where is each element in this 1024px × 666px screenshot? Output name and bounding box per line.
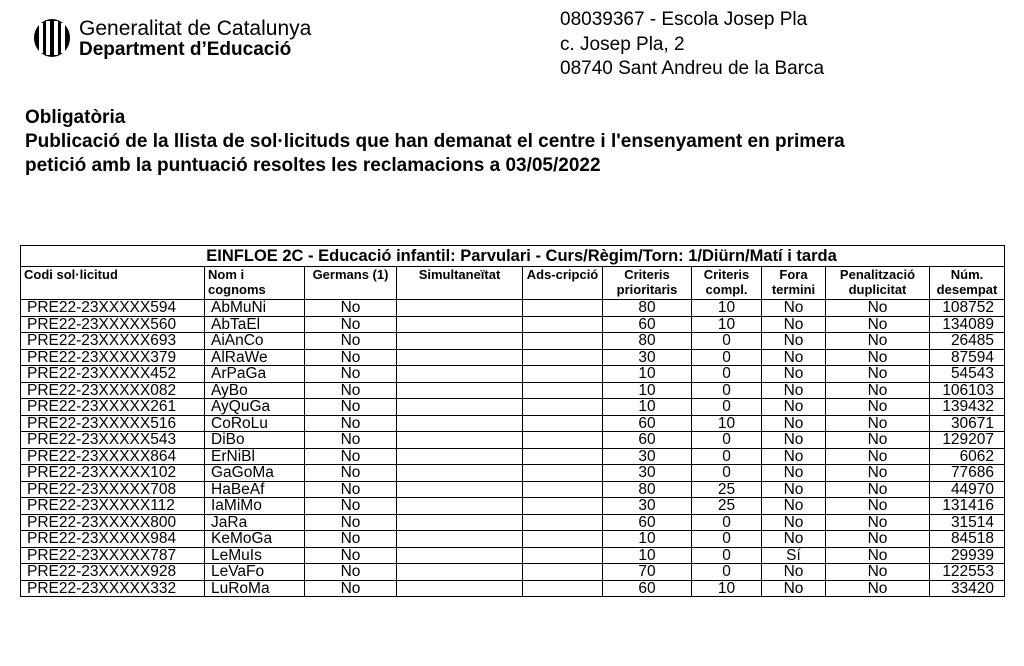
cell-codi: PRE22-23XXXXX864 — [21, 448, 205, 465]
table-row — [21, 300, 1005, 317]
table-row — [21, 580, 1005, 597]
cell-penal: No — [826, 580, 930, 597]
cell-num: 6062 — [930, 448, 1005, 465]
cell-fora: No — [762, 399, 826, 416]
cell-penal: No — [826, 432, 930, 449]
cell-simult — [397, 564, 523, 581]
cell-germans: No — [305, 531, 397, 548]
cell-fora: No — [762, 316, 826, 333]
table-row — [21, 415, 1005, 432]
cell-codi: PRE22-23XXXXX594 — [21, 300, 205, 317]
cell-fora: No — [762, 382, 826, 399]
column-header: Criteris prioritaris — [603, 267, 692, 300]
cell-fora: No — [762, 564, 826, 581]
cell-germans: No — [305, 498, 397, 515]
cell-fora: No — [762, 333, 826, 350]
column-header: Simultaneïtat — [397, 267, 523, 300]
cell-codi: PRE22-23XXXXX452 — [21, 366, 205, 383]
column-header: Penalització duplicitat — [826, 267, 930, 300]
cell-ads — [523, 564, 603, 581]
cell-simult — [397, 498, 523, 515]
cell-nom: AbTaEl — [205, 316, 305, 333]
cell-num: 77686 — [930, 465, 1005, 482]
cell-compl: 0 — [692, 465, 762, 482]
cell-germans: No — [305, 465, 397, 482]
cell-fora: No — [762, 448, 826, 465]
cell-penal: No — [826, 349, 930, 366]
cell-ads — [523, 366, 603, 383]
cell-fora: No — [762, 300, 826, 317]
generalitat-logo-icon — [33, 18, 71, 58]
cell-fora: No — [762, 349, 826, 366]
cell-num: 87594 — [930, 349, 1005, 366]
cell-prior: 30 — [603, 498, 692, 515]
cell-compl: 10 — [692, 316, 762, 333]
table-row — [21, 498, 1005, 515]
heading-line2: Publicació de la llista de sol·licituds que han demanat el centre i l'ensenyament en primera — [25, 131, 845, 152]
cell-ads — [523, 432, 603, 449]
cell-penal: No — [826, 399, 930, 416]
cell-num: 129207 — [930, 432, 1005, 449]
cell-nom: KeMoGa — [205, 531, 305, 548]
cell-ads — [523, 531, 603, 548]
table-row — [21, 547, 1005, 564]
column-header: Codi sol·licitud — [21, 267, 205, 300]
cell-simult — [397, 465, 523, 482]
cell-codi: PRE22-23XXXXX787 — [21, 547, 205, 564]
cell-prior: 60 — [603, 514, 692, 531]
cell-compl: 10 — [692, 415, 762, 432]
cell-compl: 0 — [692, 564, 762, 581]
cell-compl: 0 — [692, 531, 762, 548]
cell-ads — [523, 580, 603, 597]
table-row — [21, 448, 1005, 465]
cell-simult — [397, 580, 523, 597]
cell-num: 84518 — [930, 531, 1005, 548]
cell-num: 31514 — [930, 514, 1005, 531]
cell-compl: 0 — [692, 399, 762, 416]
cell-ads — [523, 333, 603, 350]
table-row — [21, 531, 1005, 548]
cell-num: 54543 — [930, 366, 1005, 383]
cell-codi: PRE22-23XXXXX332 — [21, 580, 205, 597]
table-caption: EINFLOE 2C - Educació infantil: Parvulari - Curs/Règim/Torn: 1/Diürn/Matí i tarda — [21, 246, 1005, 267]
cell-penal: No — [826, 333, 930, 350]
cell-penal: No — [826, 481, 930, 498]
cell-codi: PRE22-23XXXXX708 — [21, 481, 205, 498]
table-row — [21, 564, 1005, 581]
table-row — [21, 432, 1005, 449]
cell-ads — [523, 481, 603, 498]
cell-prior: 10 — [603, 399, 692, 416]
org-line2: Department d’Educació — [79, 39, 292, 60]
cell-prior: 10 — [603, 547, 692, 564]
cell-germans: No — [305, 514, 397, 531]
cell-fora: No — [762, 498, 826, 515]
heading-line3: petició amb la puntuació resoltes les reclamacions a 03/05/2022 — [25, 155, 601, 176]
school-address — [560, 8, 824, 82]
cell-germans: No — [305, 547, 397, 564]
cell-nom: ArPaGa — [205, 366, 305, 383]
cell-nom: LuRoMa — [205, 580, 305, 597]
table-row — [21, 349, 1005, 366]
cell-simult — [397, 366, 523, 383]
cell-simult — [397, 382, 523, 399]
cell-compl: 10 — [692, 580, 762, 597]
cell-prior: 80 — [603, 333, 692, 350]
cell-simult — [397, 300, 523, 317]
cell-nom: AbMuNi — [205, 300, 305, 317]
cell-penal: No — [826, 448, 930, 465]
cell-compl: 0 — [692, 514, 762, 531]
cell-codi: PRE22-23XXXXX516 — [21, 415, 205, 432]
table-row — [21, 399, 1005, 416]
cell-ads — [523, 514, 603, 531]
school-line2: c. Josep Pla, 2 — [560, 33, 685, 55]
cell-num: 33420 — [930, 580, 1005, 597]
column-header: Núm. desempat — [930, 267, 1005, 300]
cell-num: 134089 — [930, 316, 1005, 333]
cell-germans: No — [305, 333, 397, 350]
cell-compl: 10 — [692, 300, 762, 317]
cell-fora: No — [762, 481, 826, 498]
cell-fora: No — [762, 465, 826, 482]
school-line1: 08039367 - Escola Josep Pla — [560, 9, 808, 30]
cell-nom: GaGoMa — [205, 465, 305, 482]
cell-simult — [397, 514, 523, 531]
table-row — [21, 465, 1005, 482]
cell-prior: 80 — [603, 300, 692, 317]
cell-codi: PRE22-23XXXXX261 — [21, 399, 205, 416]
cell-ads — [523, 448, 603, 465]
cell-nom: IaMiMo — [205, 498, 305, 515]
cell-penal: No — [826, 465, 930, 482]
cell-ads — [523, 399, 603, 416]
cell-germans: No — [305, 564, 397, 581]
cell-ads — [523, 382, 603, 399]
cell-ads — [523, 547, 603, 564]
org-name — [79, 18, 311, 60]
cell-nom: AiAnCo — [205, 333, 305, 350]
cell-germans: No — [305, 415, 397, 432]
cell-num: 30671 — [930, 415, 1005, 432]
cell-codi: PRE22-23XXXXX102 — [21, 465, 205, 482]
cell-compl: 0 — [692, 432, 762, 449]
cell-num: 108752 — [930, 300, 1005, 317]
cell-prior: 60 — [603, 316, 692, 333]
cell-penal: No — [826, 531, 930, 548]
cell-fora: No — [762, 366, 826, 383]
cell-fora: No — [762, 531, 826, 548]
cell-codi: PRE22-23XXXXX543 — [21, 432, 205, 449]
cell-germans: No — [305, 432, 397, 449]
column-header: Germans (1) — [305, 267, 397, 300]
cell-compl: 0 — [692, 448, 762, 465]
cell-simult — [397, 448, 523, 465]
cell-ads — [523, 316, 603, 333]
cell-nom: HaBeAf — [205, 481, 305, 498]
column-header: Criteris compl. — [692, 267, 762, 300]
cell-codi: PRE22-23XXXXX112 — [21, 498, 205, 515]
cell-nom: LeMuIs — [205, 547, 305, 564]
cell-penal: No — [826, 547, 930, 564]
cell-penal: No — [826, 564, 930, 581]
cell-germans: No — [305, 382, 397, 399]
cell-prior: 60 — [603, 432, 692, 449]
cell-nom: LeVaFo — [205, 564, 305, 581]
cell-germans: No — [305, 316, 397, 333]
cell-compl: 0 — [692, 547, 762, 564]
cell-compl: 25 — [692, 498, 762, 515]
cell-nom: AyBo — [205, 382, 305, 399]
cell-ads — [523, 415, 603, 432]
cell-nom: CoRoLu — [205, 415, 305, 432]
org-line1: Generalitat de Catalunya — [79, 17, 312, 40]
cell-germans: No — [305, 366, 397, 383]
table-row — [21, 514, 1005, 531]
cell-fora: No — [762, 415, 826, 432]
heading-line1: Obligatòria — [25, 107, 126, 128]
school-line3: 08740 Sant Andreu de la Barca — [560, 58, 825, 79]
cell-prior: 30 — [603, 349, 692, 366]
column-header: Nom i cognoms — [205, 267, 305, 300]
table-row — [21, 333, 1005, 350]
cell-compl: 0 — [692, 366, 762, 383]
cell-codi: PRE22-23XXXXX693 — [21, 333, 205, 350]
cell-germans: No — [305, 300, 397, 317]
cell-prior: 60 — [603, 415, 692, 432]
cell-ads — [523, 465, 603, 482]
cell-codi: PRE22-23XXXXX984 — [21, 531, 205, 548]
cell-fora: No — [762, 580, 826, 597]
cell-simult — [397, 547, 523, 564]
cell-simult — [397, 399, 523, 416]
cell-prior: 30 — [603, 465, 692, 482]
cell-codi: PRE22-23XXXXX379 — [21, 349, 205, 366]
cell-fora: No — [762, 432, 826, 449]
cell-penal: No — [826, 316, 930, 333]
cell-penal: No — [826, 415, 930, 432]
cell-ads — [523, 300, 603, 317]
cell-num: 131416 — [930, 498, 1005, 515]
cell-fora: Sí — [762, 547, 826, 564]
cell-nom: ErNiBl — [205, 448, 305, 465]
cell-simult — [397, 432, 523, 449]
table-row — [21, 382, 1005, 399]
cell-codi: PRE22-23XXXXX560 — [21, 316, 205, 333]
cell-num: 29939 — [930, 547, 1005, 564]
cell-codi: PRE22-23XXXXX800 — [21, 514, 205, 531]
cell-nom: AlRaWe — [205, 349, 305, 366]
cell-compl: 0 — [692, 333, 762, 350]
column-header: Ads-cripció — [523, 267, 603, 300]
cell-prior: 10 — [603, 531, 692, 548]
cell-prior: 30 — [603, 448, 692, 465]
cell-prior: 10 — [603, 366, 692, 383]
cell-simult — [397, 349, 523, 366]
cell-penal: No — [826, 366, 930, 383]
cell-penal: No — [826, 382, 930, 399]
cell-num: 122553 — [930, 564, 1005, 581]
cell-ads — [523, 349, 603, 366]
cell-compl: 25 — [692, 481, 762, 498]
cell-nom: AyQuGa — [205, 399, 305, 416]
cell-simult — [397, 333, 523, 350]
cell-codi: PRE22-23XXXXX082 — [21, 382, 205, 399]
cell-germans: No — [305, 349, 397, 366]
cell-compl: 0 — [692, 349, 762, 366]
cell-compl: 0 — [692, 382, 762, 399]
cell-prior: 10 — [603, 382, 692, 399]
document-heading — [25, 106, 845, 178]
cell-germans: No — [305, 481, 397, 498]
cell-penal: No — [826, 514, 930, 531]
cell-simult — [397, 316, 523, 333]
cell-num: 139432 — [930, 399, 1005, 416]
cell-ads — [523, 498, 603, 515]
cell-num: 44970 — [930, 481, 1005, 498]
cell-codi: PRE22-23XXXXX928 — [21, 564, 205, 581]
cell-simult — [397, 415, 523, 432]
table-row — [21, 316, 1005, 333]
cell-fora: No — [762, 514, 826, 531]
cell-num: 106103 — [930, 382, 1005, 399]
cell-prior: 70 — [603, 564, 692, 581]
cell-prior: 60 — [603, 580, 692, 597]
cell-penal: No — [826, 300, 930, 317]
cell-nom: DiBo — [205, 432, 305, 449]
table-row — [21, 366, 1005, 383]
cell-prior: 80 — [603, 481, 692, 498]
column-header: Fora termini — [762, 267, 826, 300]
cell-germans: No — [305, 580, 397, 597]
cell-nom: JaRa — [205, 514, 305, 531]
cell-simult — [397, 481, 523, 498]
cell-num: 26485 — [930, 333, 1005, 350]
cell-simult — [397, 531, 523, 548]
cell-germans: No — [305, 448, 397, 465]
applications-table — [20, 245, 1005, 597]
cell-penal: No — [826, 498, 930, 515]
cell-germans: No — [305, 399, 397, 416]
table-row — [21, 481, 1005, 498]
